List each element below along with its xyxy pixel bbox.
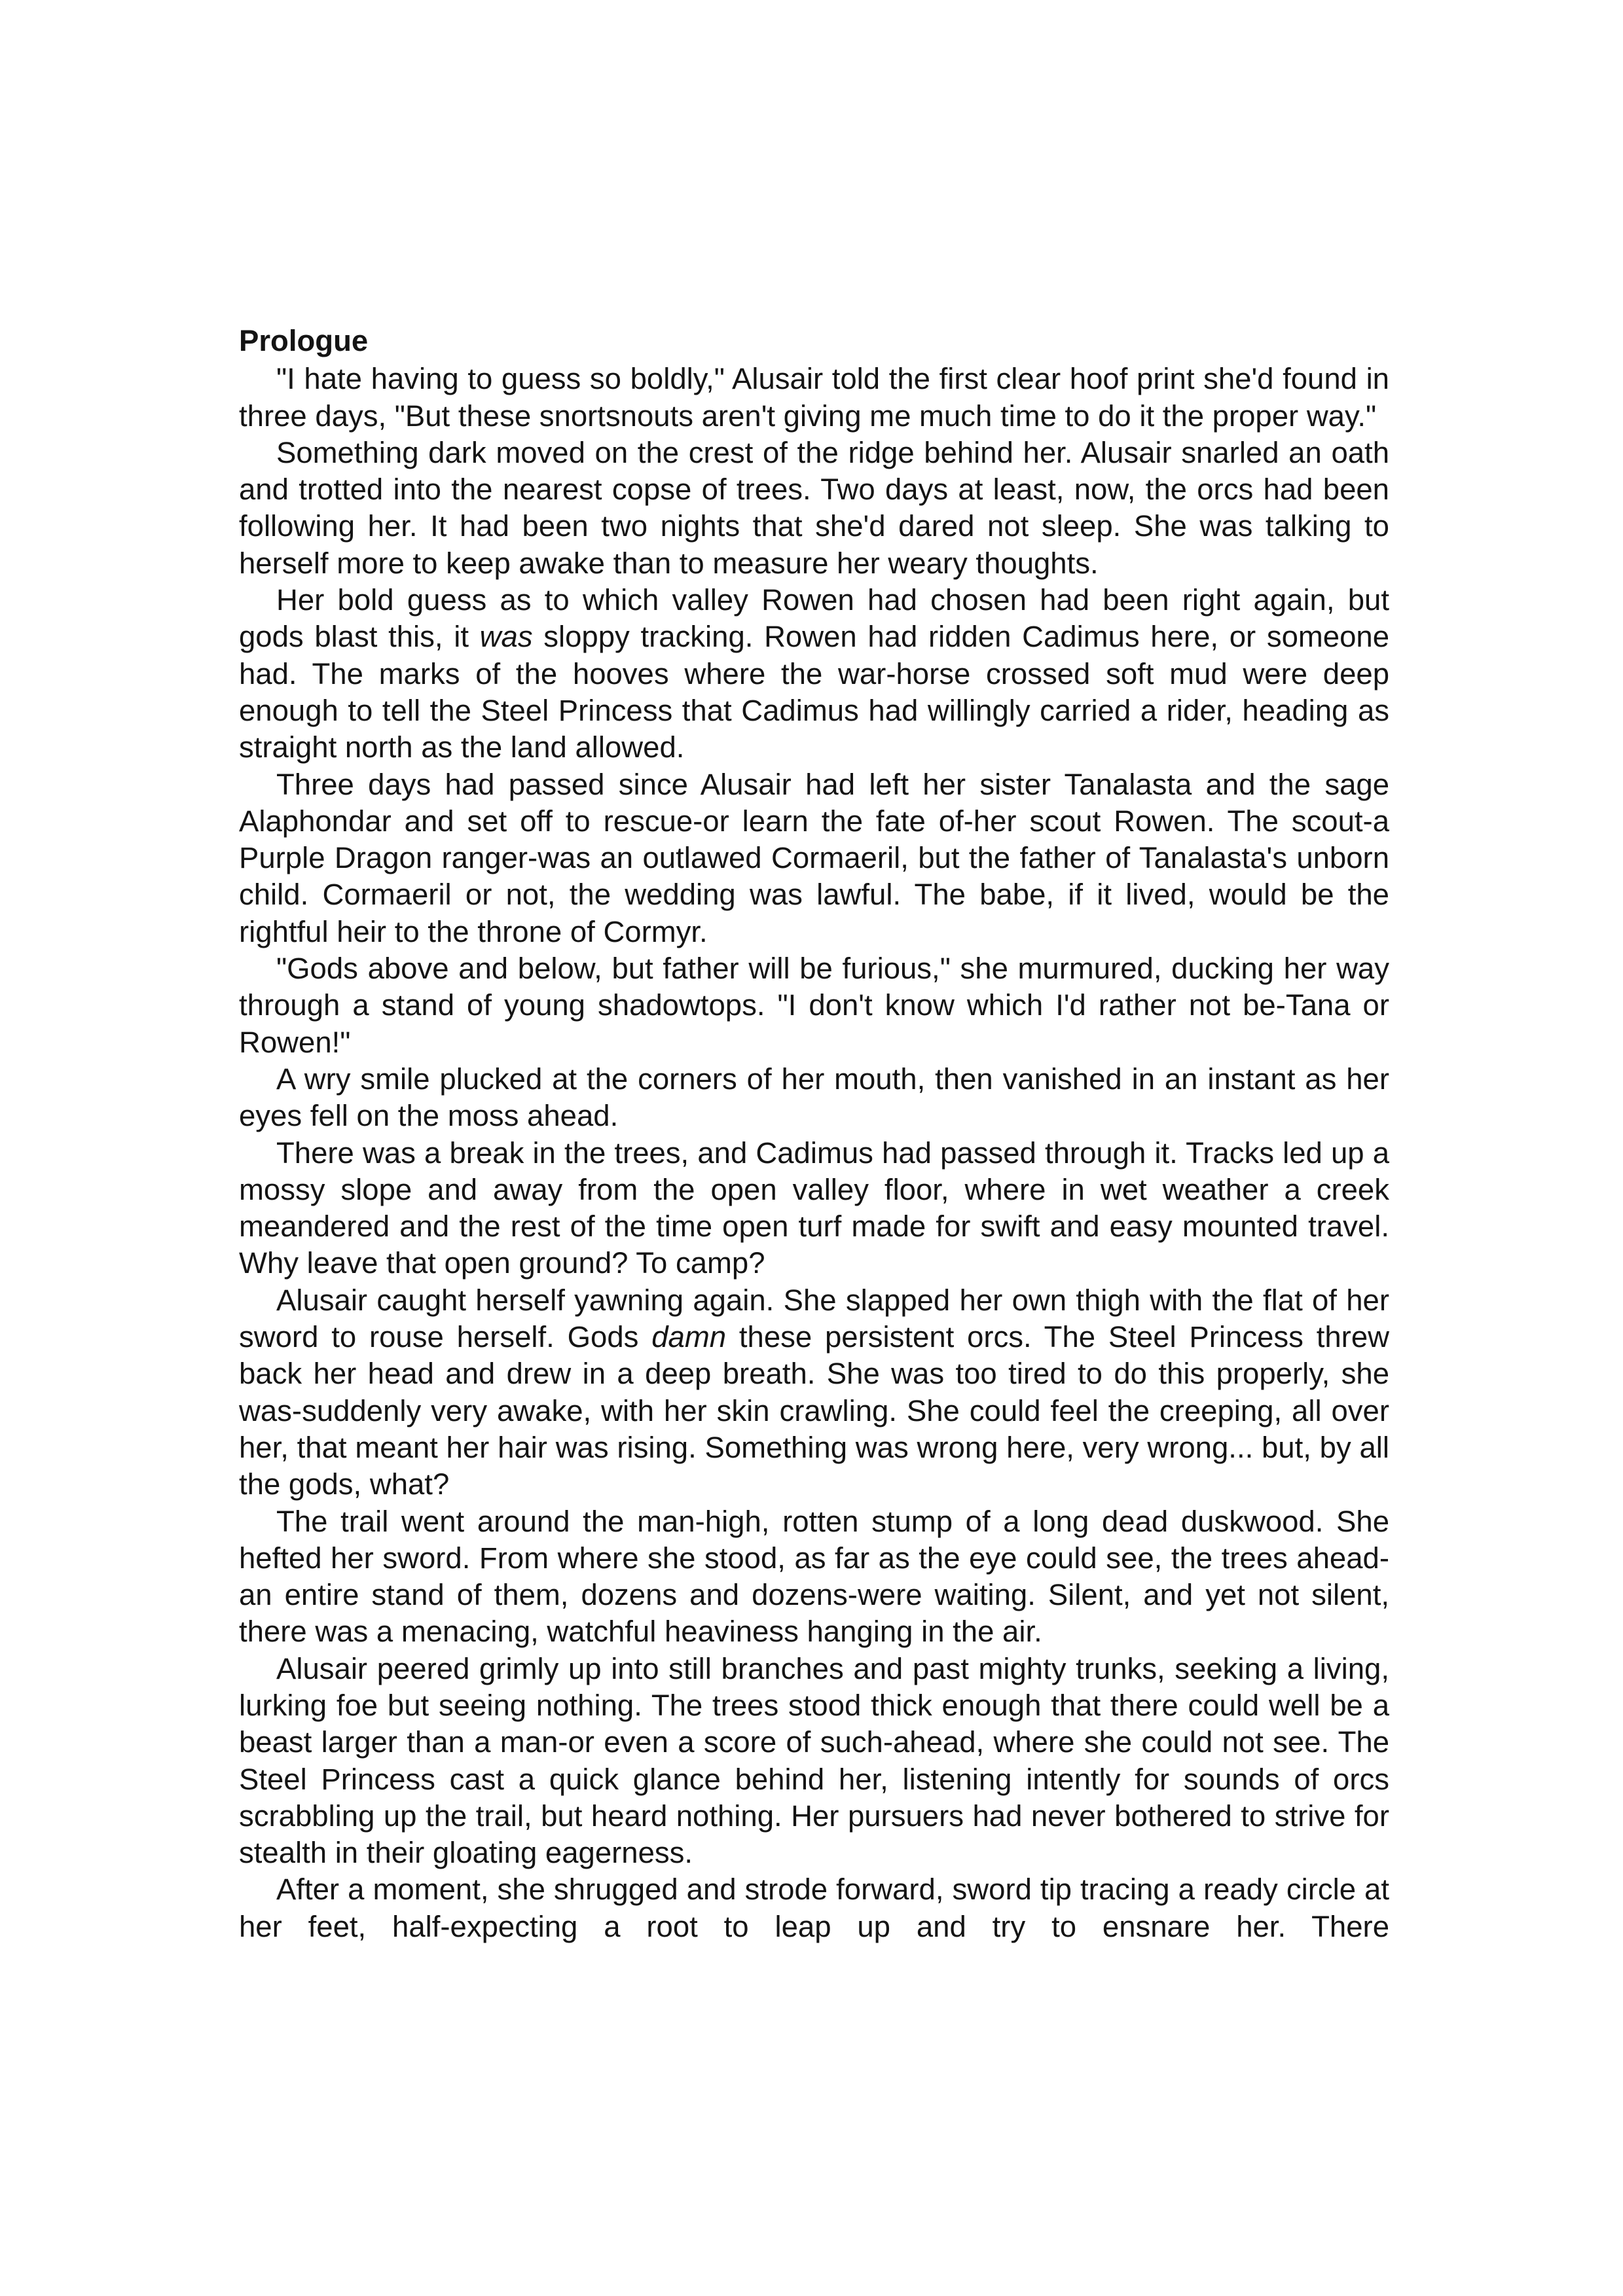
chapter-heading: Prologue: [239, 324, 369, 357]
paragraph-text: sloppy tracking. Rowen had ridden Cadimus here, or someone had. The marks of the hooves where the war-horse crossed soft mud were deep enough to tell the Steel Princess that Cadimus had willingly carried a rider, heading as straight north as the land allowed.: [239, 620, 1389, 764]
paragraph: [239, 1871, 1389, 1945]
paragraph-text: Something dark moved on the crest of the ridge behind her. Alusair snarled an oath and trotted into the nearest copse of trees. Two days at least, now, the orcs had been following her. It had been two nights that she'd dared not sleep. She was talking to herself more to keep awake than to measure her weary thoughts.: [239, 435, 1389, 580]
emphasis-text: was: [479, 620, 533, 654]
paragraph: [239, 1061, 1389, 1135]
paragraph: [239, 1282, 1389, 1503]
paragraph-text: After a moment, she shrugged and strode forward, sword tip tracing a ready circle at her feet, half-expecting a root to leap up and try to ensnare her. There: [239, 1873, 1389, 1943]
paragraph-text: Alusair peered grimly up into still branches and past mighty trunks, seeking a living, lurking foe but seeing nothing. The trees stood thick enough that there could well be a beast larger than a man-or even a score of such-ahead, where she could not see. The Steel Princess cast a quick glance behind her, listening intently for sounds of orcs scrabbling up the trail, but heard nothing. Her pursuers had never bothered to strive for stealth in their gloating eagerness.: [239, 1651, 1389, 1870]
paragraph: [239, 435, 1389, 582]
paragraph-text: Three days had passed since Alusair had left her sister Tanalasta and the sage Alaphondar and set off to rescue-or learn the fate of-her scout Rowen. The scout-a Purple Dragon ranger-was an outlawed Cormaeril, but the father of Tanalasta's unborn child. Cormaeril or not, the wedding was lawful. The babe, if it lived, would be the rightful heir to the throne of Cormyr.: [239, 767, 1389, 948]
paragraph-list: [239, 361, 1389, 1945]
paragraph-text: A wry smile plucked at the corners of her mouth, then vanished in an instant as her eyes fell on the moss ahead.: [239, 1062, 1389, 1133]
paragraph-text: Her bold guess as to which valley Rowen had chosen had been right again, but gods blast this, it: [239, 583, 1389, 654]
paragraph: [239, 582, 1389, 766]
paragraph-text: Alusair caught herself yawning again. She slapped her own thigh with the flat of her sword to rouse herself. Gods: [239, 1283, 1389, 1354]
paragraph: [239, 766, 1389, 950]
paragraph: [239, 950, 1389, 1061]
paragraph-text: The trail went around the man-high, rotten stump of a long dead duskwood. She hefted her sword. From where she stood, as far as the eye could see, the trees ahead-an entire stand of them, dozens and dozens-were waiting. Silent, and yet not silent, there was a menacing, watchful heaviness hanging in the air.: [239, 1504, 1389, 1649]
paragraph: [239, 1651, 1389, 1872]
paragraph-text: "I hate having to guess so boldly," Alusair told the first clear hoof print she'd found in three days, "But these snortsnouts aren't giving me much time to do it the proper way.": [239, 362, 1389, 433]
paragraph-text: There was a break in the trees, and Cadimus had passed through it. Tracks led up a mossy slope and away from the open valley floor, where in wet weather a creek meandered and the rest of the time open turf made for swift and easy mounted travel. Why leave that open ground? To camp?: [239, 1136, 1389, 1280]
emphasis-text: damn: [651, 1320, 727, 1354]
paragraph-text: these persistent orcs. The Steel Princess threw back her head and drew in a deep breath. She was too tired to do this properly, she was-suddenly very awake, with her skin crawling. She could feel the creeping, all over her, that meant her hair was rising. Something was wrong here, very wrong... but, by all the gods, what?: [239, 1320, 1389, 1501]
paragraph: [239, 1135, 1389, 1282]
paragraph-text: "Gods above and below, but father will be furious," she murmured, ducking her way through a stand of young shadowtops. "I don't know which I'd rather not be-Tana or Rowen!": [239, 952, 1389, 1059]
paragraph: [239, 1503, 1389, 1651]
prologue-text: [239, 323, 1389, 1945]
paragraph: [239, 361, 1389, 435]
